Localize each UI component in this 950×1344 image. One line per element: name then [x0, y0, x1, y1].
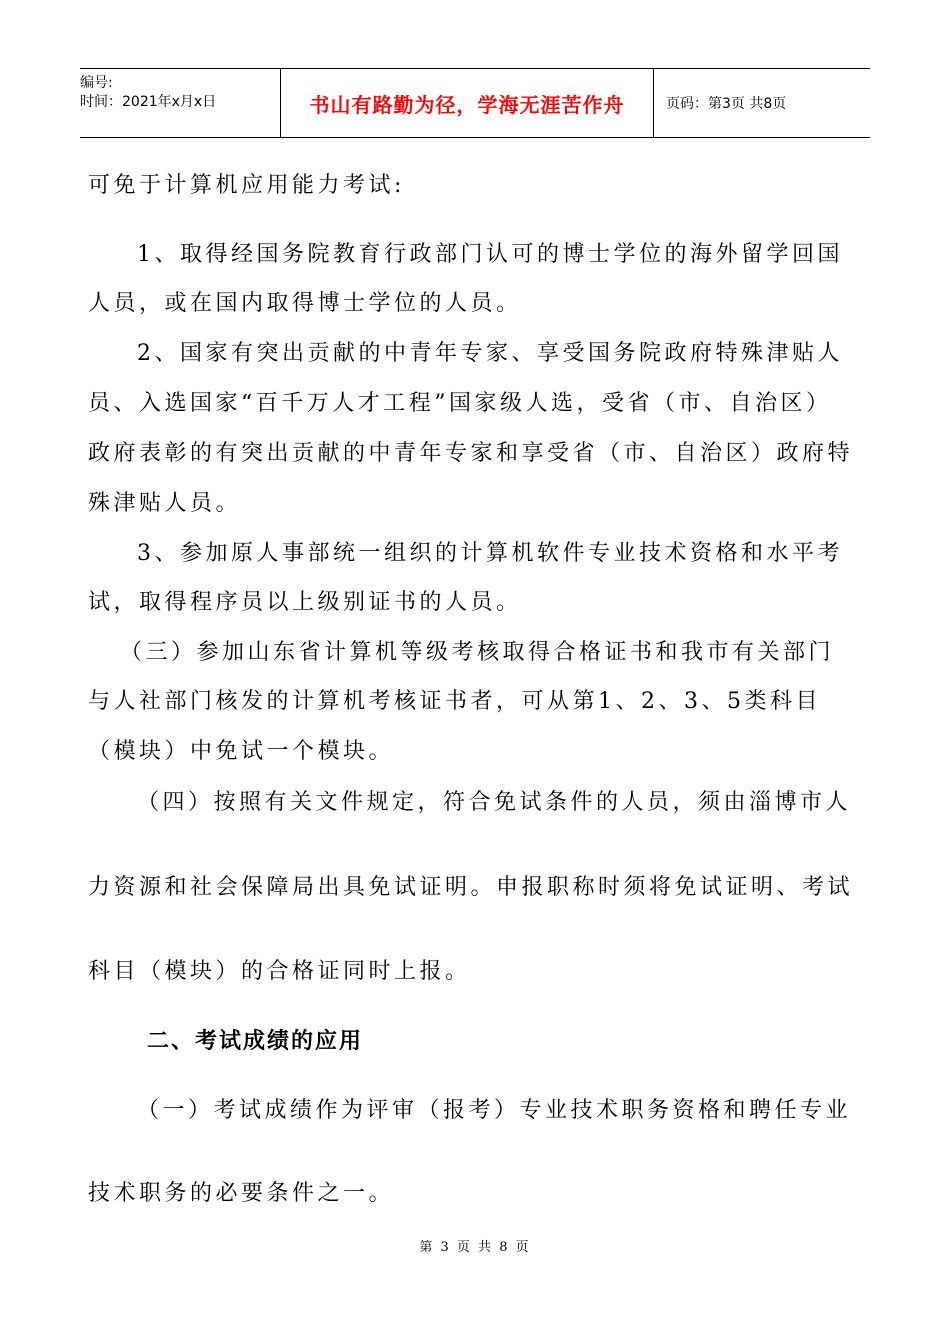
- section-heading: 二、考试成绩的应用: [147, 1029, 364, 1054]
- body-line: 人员，或在国内取得博士学位的人员。: [88, 291, 522, 316]
- header-motto: 书山有路勤为径，学海无涯苦作舟: [281, 69, 654, 137]
- body-line: 可免于计算机应用能力考试:: [88, 173, 405, 198]
- time-label: 时间：2021年x月x日: [80, 94, 217, 110]
- body-line: （一）考试成绩作为评审（报考）专业技术职务资格和聘任专业: [137, 1098, 852, 1123]
- body-line: 3、参加原人事部统一组织的计算机软件专业技术资格和水平考: [137, 541, 843, 566]
- body-line: 殊津贴人员。: [88, 491, 242, 516]
- serial-label: 编号:: [80, 75, 113, 91]
- body-line: 2、国家有突出贡献的中青年专家、享受国务院政府特殊津贴人: [137, 341, 843, 366]
- page-footer: 第 3 页 共 8 页: [419, 1240, 531, 1255]
- body-line: 1、取得经国务院教育行政部门认可的博士学位的海外留学回国: [137, 242, 843, 267]
- body-line: （四）按照有关文件规定，符合免试条件的人员，须由淄博市人: [137, 790, 852, 815]
- body-line: 技术职务的必要条件之一。: [88, 1181, 395, 1206]
- header-page-label: 页码：第3页 共8页: [666, 96, 787, 112]
- body-line: 与人社部门核发的计算机考核证书者，可从第1、2、3、5类科目: [88, 689, 821, 714]
- document-header: [80, 68, 870, 138]
- body-line: 政府表彰的有突出贡献的中青年专家和享受省（市、自治区）政府特: [88, 441, 854, 466]
- body-line: 员、入选国家“百千万人才工程”国家级人选，受省（市、自治区）: [88, 391, 832, 416]
- body-line: 力资源和社会保障局出具免试证明。申报职称时须将免试证明、考试: [88, 875, 854, 900]
- body-line: （三）参加山东省计算机等级考核取得合格证书和我市有关部门: [120, 640, 835, 665]
- header-meta: [80, 69, 281, 137]
- body-line: 试，取得程序员以上级别证书的人员。: [88, 590, 522, 615]
- body-line: （模块）中免试一个模块。: [88, 739, 395, 764]
- body-line: 科目（模块）的合格证同时上报。: [88, 959, 471, 984]
